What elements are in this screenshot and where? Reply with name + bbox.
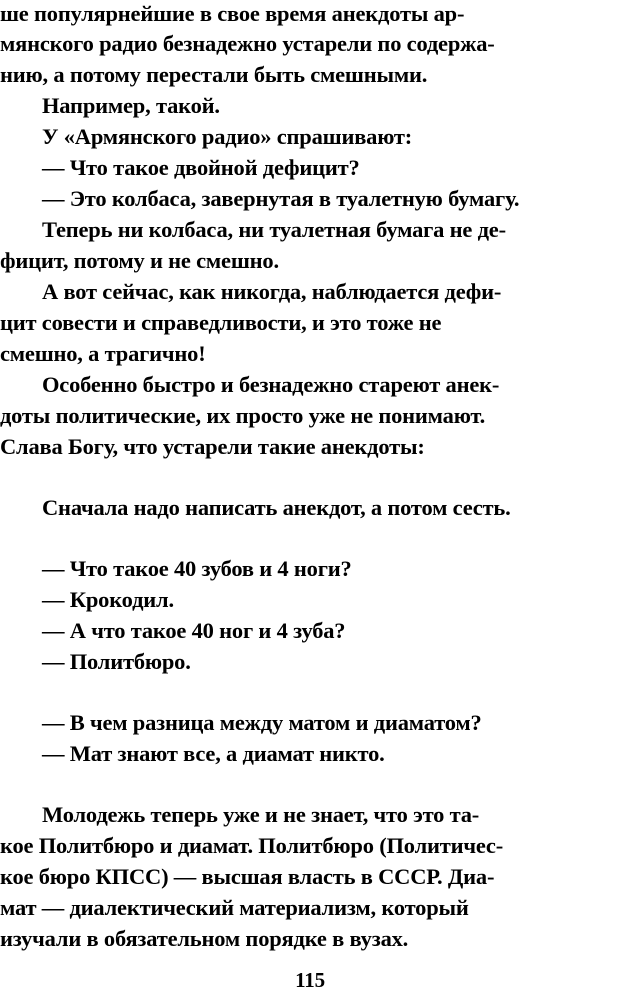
text-line: мат — диалектический материализм, который — [0, 895, 469, 920]
text-line: изучали в обязательном порядке в вузах. — [0, 926, 409, 951]
dialogue-line: — Что такое 40 зубов и 4 ноги? — [42, 556, 352, 581]
dialogue-line: — Политбюро. — [42, 649, 191, 674]
text-line: нию, а потому перестали быть смешными. — [0, 62, 428, 87]
text-line: У «Армянского радио» спрашивают: — [42, 124, 413, 149]
text-line: Теперь ни колбаса, ни туалетная бумага не де- — [42, 217, 506, 242]
page-number: 115 — [295, 968, 325, 992]
text-line: Например, такой. — [42, 93, 220, 118]
text-line: кое бюро КПСС) — высшая власть в СССР. Диа- — [0, 864, 495, 889]
text-line: А вот сейчас, как никогда, наблюдается дефи- — [42, 279, 502, 304]
dialogue-line: — Мат знают все, а диамат никто. — [42, 741, 385, 766]
text-line: доты политические, их просто уже не понимают. — [0, 403, 485, 428]
text-line: фицит, потому и не смешно. — [0, 248, 279, 273]
dialogue-line: — А что такое 40 ног и 4 зуба? — [42, 618, 346, 643]
text-line: цит совести и справедливости, и это тоже не — [0, 310, 442, 335]
text-line: — Что такое двойной дефицит? — [42, 155, 360, 180]
text-line: Особенно быстро и безнадежно стареют анек- — [42, 372, 500, 397]
text-line: Сначала надо написать анекдот, а потом сесть. — [42, 495, 511, 520]
text-line: Молодежь теперь уже и не знает, что это та- — [42, 802, 480, 827]
text-line: Слава Богу, что устарели такие анекдоты: — [0, 434, 425, 459]
text-line: смешно, а трагично! — [0, 341, 206, 366]
dialogue-line: — В чем разница между матом и диаматом? — [42, 710, 482, 735]
text-line: ше популярнейшие в свое время анекдоты ар- — [0, 1, 465, 26]
dialogue-line: — Крокодил. — [42, 587, 174, 612]
text-line: мянского радио безнадежно устарели по содержа- — [0, 31, 495, 56]
text-line: — Это колбаса, завернутая в туалетную бумагу. — [42, 186, 520, 211]
text-line: кое Политбюро и диамат. Политбюро (Политичес- — [0, 833, 503, 858]
